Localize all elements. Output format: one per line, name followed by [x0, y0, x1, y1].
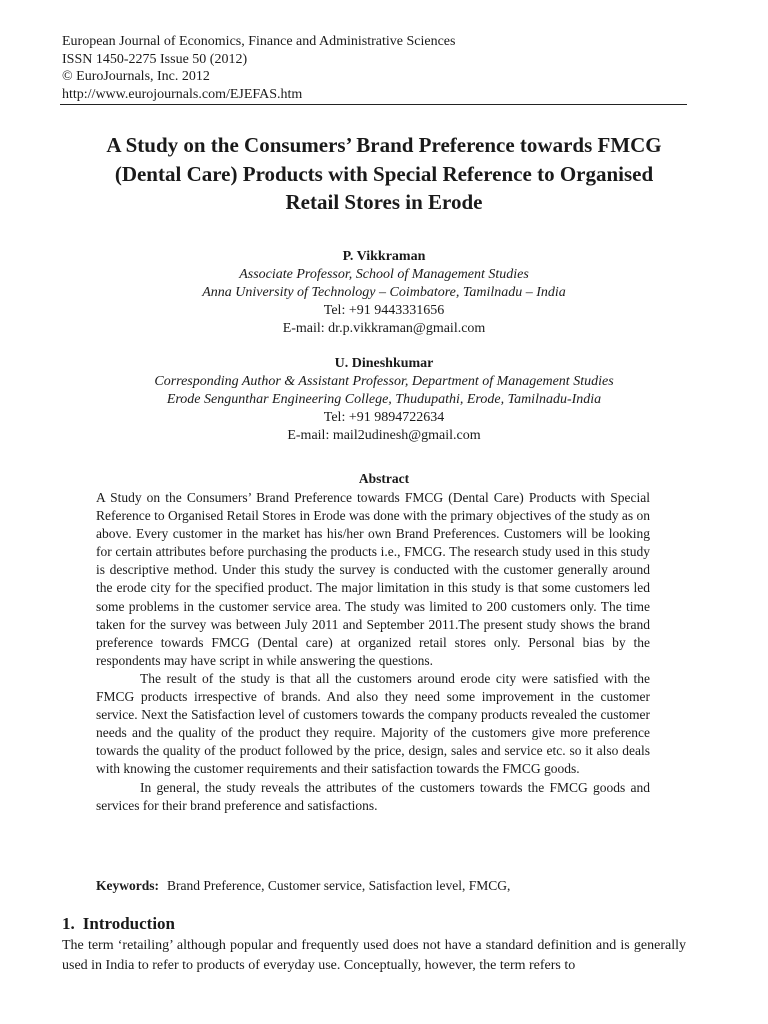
title-line: (Dental Care) Products with Special Reference to Organised [114, 161, 654, 186]
author-tel: Tel: +91 9894722634 [323, 410, 445, 425]
author-name: P. Vikkraman [342, 249, 426, 264]
section-heading [62, 914, 175, 934]
abstract-body [96, 489, 650, 815]
journal-url[interactable]: http://www.eurojournals.com/EJEFAS.htm [62, 86, 303, 102]
title-line: A Study on the Consumers’ Brand Preference towards FMCG [106, 133, 662, 157]
author-email[interactable]: E-mail: mail2udinesh@gmail.com [287, 428, 481, 443]
author-affiliation: Anna University of Technology – Coimbatore, Tamilnadu – India [202, 285, 566, 300]
keywords-label: Keywords: [96, 878, 159, 893]
paper-title [40, 131, 728, 217]
section-number: 1. [62, 914, 75, 933]
header-rule [60, 104, 687, 105]
author-tel: Tel: +91 9443331656 [323, 303, 445, 318]
author-block [60, 248, 708, 338]
keywords-text: Brand Preference, Customer service, Satisfaction level, FMCG, [167, 878, 511, 893]
abstract-paragraph: A Study on the Consumers’ Brand Preference towards FMCG (Dental Care) Products with Special Reference to Organised Retail Stores in Erode was done with the primary objectives of the study as on above. Every customer in the market has his/her own Brand Preferences. Customers will be looking for certain attributes before purchasing the products i.e., FMCG. The research study used in this study is descriptive method. Under this study the survey is conducted with the customer generally around the erode city for the specified product. The major limitation in this study is that some customers led some problems in the customer service area. The study was limited to 200 customers only. The time taken for the survey was between July 2011 and September 2011.The present study shows the brand preference towards FMCG (Dental care) at organized retail stores only. Personal bias by the respondents may have script in while answering the questions. [96, 490, 650, 668]
section-title: Introduction [82, 914, 176, 933]
abstract-heading: Abstract [358, 471, 410, 486]
author-affiliation: Associate Professor, School of Management Studies [239, 267, 529, 282]
keywords [96, 878, 510, 894]
journal-issn: ISSN 1450-2275 Issue 50 (2012) [62, 51, 248, 67]
journal-name: European Journal of Economics, Finance and Administrative Sciences [62, 34, 456, 49]
journal-copyright: © EuroJournals, Inc. 2012 [62, 69, 210, 84]
journal-header [62, 33, 455, 103]
abstract-paragraph: The result of the study is that all the customers around erode city were satisfied with the FMCG products irrespective of brands. And also they need some improvement in the customer service. Next the Satisfaction level of customers towards the company products revealed the customer needs and the quality of the product they require. Majority of the customers give more preference towards the quality of the product followed by the price, design, sales and service etc. so it also deals with knowing the customer requirements and their satisfaction towards the FMCG goods. [96, 670, 650, 777]
abstract-paragraph: In general, the study reveals the attributes of the customers towards the FMCG goods and services for their brand preference and satisfactions. [96, 779, 650, 813]
author-affiliation: Corresponding Author & Assistant Professor, Department of Management Studies [154, 374, 614, 389]
author-block [60, 355, 708, 445]
author-affiliation: Erode Sengunthar Engineering College, Thudupathi, Erode, Tamilnadu-India [166, 392, 602, 407]
author-email[interactable]: E-mail: dr.p.vikkraman@gmail.com [282, 321, 486, 336]
introduction-text: The term ‘retailing’ although popular and frequently used does not have a standard definition and is generally used in India to refer to products of everyday use. Conceptually, however, the term refers to [62, 938, 686, 973]
title-line: Retail Stores in Erode [285, 190, 483, 214]
author-name: U. Dineshkumar [334, 356, 434, 371]
